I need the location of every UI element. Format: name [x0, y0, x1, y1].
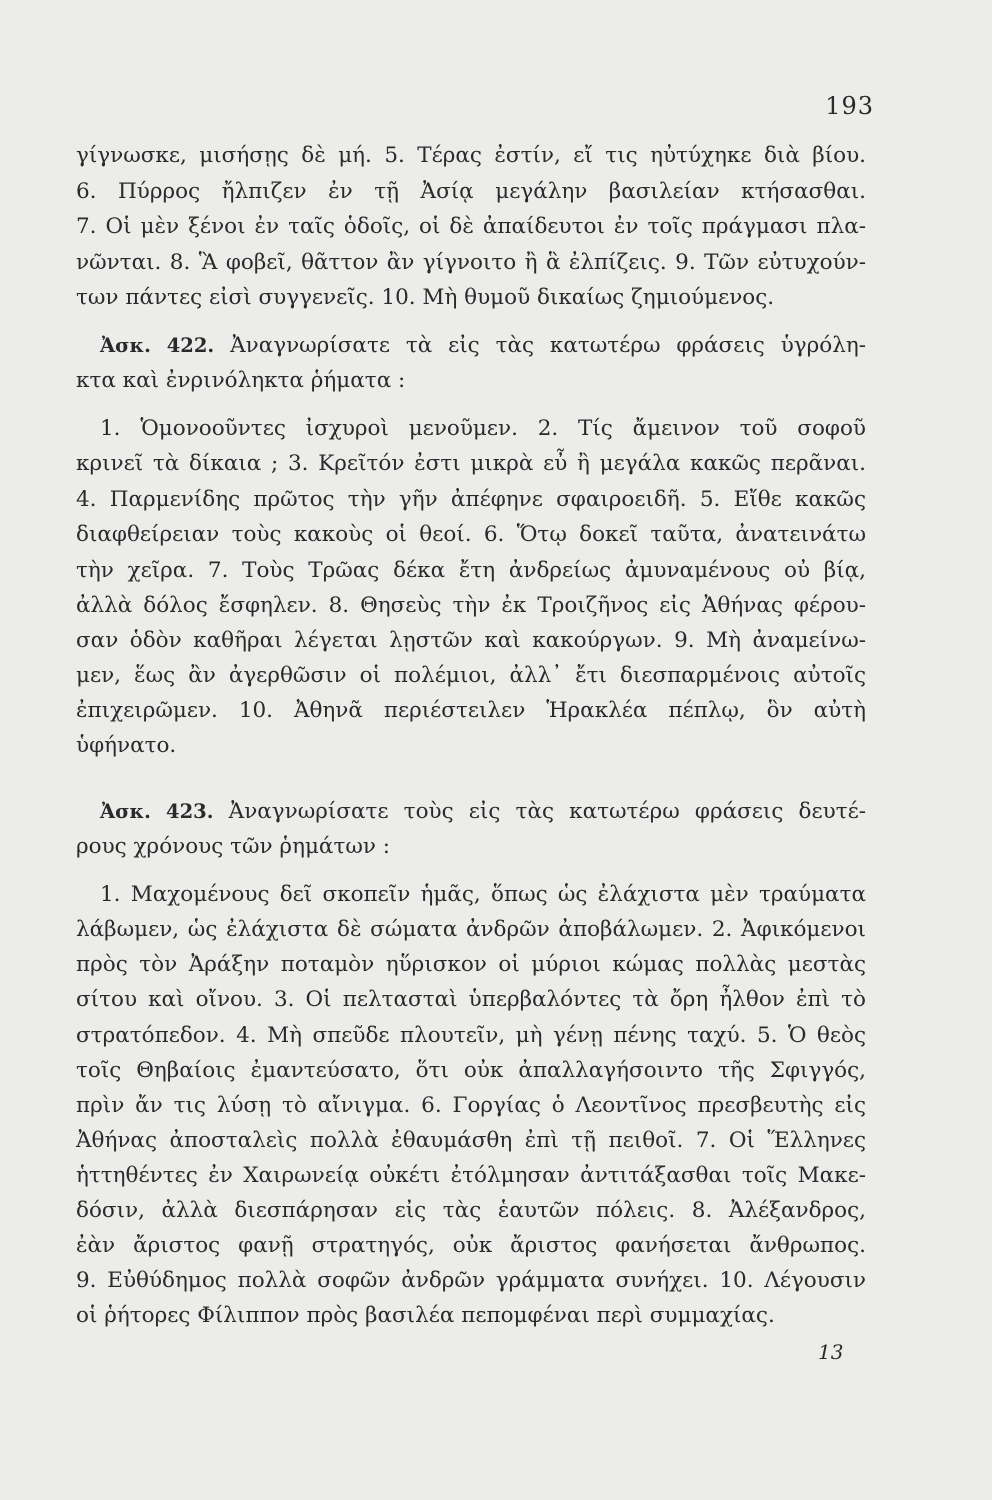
text-line: ἐὰν ἄριστος φανῇ στρατηγός, οὐκ ἄριστος φανήσεται ἄνθρωπος.	[76, 1233, 866, 1258]
exercise-label: Ἀσκ. 422.	[100, 334, 215, 357]
signature-mark: 13	[818, 1340, 844, 1364]
text-line: 1. Ὁμονοοῦντες ἰσχυροὶ μενοῦμεν. 2. Τίς ἄμεινον τοῦ σοφοῦ	[100, 416, 866, 441]
text-line: ἀλλὰ δόλος ἔσφηλεν. 8. Θησεὺς τὴν ἐκ Τροιζῆνος εἰς Ἀθήνας φέρου-	[76, 593, 866, 618]
text-line: κρινεῖ τὰ δίκαια ; 3. Κρεῖτόν ἐστι μικρὰ εὖ ἢ μεγάλα κακῶς περᾶναι.	[76, 451, 866, 476]
text-line: Ἀθήνας ἀποσταλεὶς πολλὰ ἐθαυμάσθη ἐπὶ τῇ πειθοῖ. 7. Οἱ Ἕλληνες	[76, 1128, 866, 1153]
page-number: 193	[825, 92, 874, 120]
exercise-instruction-cont: ρους χρόνους τῶν ῥημάτων :	[76, 834, 391, 859]
exercise-label: Ἀσκ. 423.	[100, 800, 214, 823]
text-line: μεν, ἕως ἂν ἀγερθῶσιν οἱ πολέμιοι, ἀλλ᾽ ἔτι διεσπαρμένοις αὐτοῖς	[76, 663, 866, 688]
exercise-instruction: Ἀναγνωρίσατε τοὺς εἰς τὰς κατωτέρω φράσεις δευτέ-	[228, 799, 866, 824]
text-line: ὑφήνατο.	[76, 733, 177, 758]
exercise-instruction: Ἀναγνωρίσατε τὰ εἰς τὰς κατωτέρω φράσεις ὑγρόλη-	[230, 333, 866, 358]
text-line: τοῖς Θηβαίοις ἐμαντεύσατο, ὅτι οὐκ ἀπαλλαγήσοιντο τῆς Σφιγγός,	[76, 1058, 866, 1083]
text-line: νῶνται. 8. Ἃ φοβεῖ, θᾶττον ἂν γίγνοιτο ἢ ἃ ἐλπίζεις. 9. Τῶν εὐτυχούν-	[76, 250, 866, 275]
text-line: 7. Οἱ μὲν ξένοι ἐν ταῖς ὁδοῖς, οἱ δὲ ἀπαίδευτοι ἐν τοῖς πράγμασι πλα-	[76, 214, 866, 239]
text-line: γίγνωσκε, μισήσῃς δὲ μή. 5. Τέρας ἐστίν, εἴ τις ηὐτύχηκε διὰ βίου.	[76, 143, 866, 168]
text-line: διαφθείρειαν τοὺς κακοὺς οἱ θεοί. 6. Ὅτῳ δοκεῖ ταῦτα, ἀνατεινάτω	[76, 522, 866, 547]
text-line: ἡττηθέντες ἐν Χαιρωνείᾳ οὐκέτι ἐτόλμησαν ἀντιτάξασθαι τοῖς Μακε-	[76, 1163, 866, 1188]
text-line: ἐπιχειρῶμεν. 10. Ἀθηνᾶ περιέστειλεν Ἡρακλέα πέπλῳ, ὃν αὐτὴ	[76, 698, 866, 723]
text-line: 9. Εὐθύδημος πολλὰ σοφῶν ἀνδρῶν γράμματα συνήχει. 10. Λέγουσιν	[76, 1268, 866, 1293]
text-line: πρὶν ἄν τις λύσῃ τὸ αἴνιγμα. 6. Γοργίας ὁ Λεοντῖνος πρεσβευτὴς εἰς	[76, 1093, 866, 1118]
text-line: λάβωμεν, ὡς ἐλάχιστα δὲ σώματα ἀνδρῶν ἀποβάλωμεν. 2. Ἀφικόμενοι	[76, 917, 866, 942]
text-line: δόσιν, ἀλλὰ διεσπάρησαν εἰς τὰς ἑαυτῶν πόλεις. 8. Ἀλέξανδρος,	[76, 1198, 866, 1223]
exercise-instruction-cont: κτα καὶ ἐνρινόληκτα ῥήματα :	[76, 368, 406, 393]
text-line: των πάντες εἰσὶ συγγενεῖς. 10. Μὴ θυμοῦ δικαίως ζημιούμενος.	[76, 285, 775, 310]
text-line: πρὸς τὸν Ἀράξην ποταμὸν ηὕρισκον οἱ μύριοι κώμας πολλὰς μεστὰς	[76, 952, 866, 977]
exercise-heading	[100, 328, 866, 364]
text-line: τὴν χεῖρα. 7. Τοὺς Τρῶας δέκα ἔτη ἀνδρείως ἀμυναμένους οὐ βίᾳ,	[76, 558, 866, 583]
exercise-heading	[100, 794, 866, 830]
text-line: 6. Πύρρος ἤλπιζεν ἐν τῇ Ἀσίᾳ μεγάλην βασιλείαν κτήσασθαι.	[76, 179, 866, 204]
text-line: στρατόπεδον. 4. Μὴ σπεῦδε πλουτεῖν, μὴ γένῃ πένης ταχύ. 5. Ὁ θεὸς	[76, 1023, 866, 1048]
text-line: σαν ὁδὸν καθῆραι λέγεται λῃστῶν καὶ κακούργων. 9. Μὴ ἀναμείνω-	[76, 628, 866, 653]
text-line: σίτου καὶ οἴνου. 3. Οἱ πελτασταὶ ὑπερβαλόντες τὰ ὄρη ἦλθον ἐπὶ τὸ	[76, 987, 866, 1012]
text-line: 4. Παρμενίδης πρῶτος τὴν γῆν ἀπέφηνε σφαιροειδῆ. 5. Εἴθε κακῶς	[76, 487, 866, 512]
text-line: 1. Μαχομένους δεῖ σκοπεῖν ἡμᾶς, ὅπως ὡς ἐλάχιστα μὲν τραύματα	[100, 882, 866, 907]
text-line: οἱ ῥήτορες Φίλιππον πρὸς βασιλέα πεπομφέναι περὶ συμμαχίας.	[76, 1303, 775, 1328]
